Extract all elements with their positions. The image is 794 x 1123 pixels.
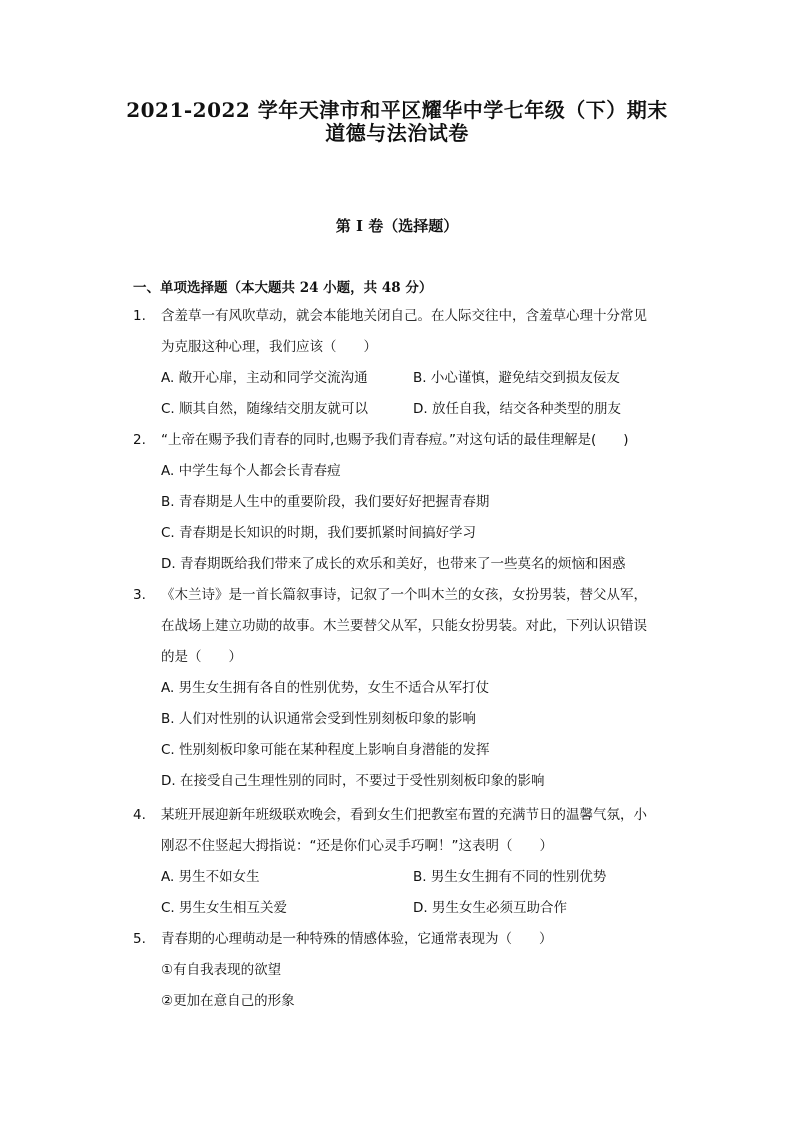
option-d: D. 男生女生必须互助合作 [413,900,567,916]
statement-item: ①有自我表现的欲望 [161,962,282,978]
option-b: B. 小心谨慎，避免结交到损友佞友 [413,370,620,386]
option-a: A. 敞开心扉，主动和同学交流沟通 [161,370,368,386]
option-c: C. 性别刻板印象可能在某种程度上影响自身潜能的发挥 [161,742,490,758]
question-stem: 含羞草一有风吹草动，就会本能地关闭自己。在人际交往中，含羞草心理十分常见 [161,308,647,324]
question-stem: 为克服这种心理，我们应该（ ） [161,339,377,355]
question-number: 2. [133,432,146,448]
question-stem: 青春期的心理萌动是一种特殊的情感体验，它通常表现为（ ） [161,931,553,947]
question-number: 3. [133,587,146,603]
option-b: B. 男生女生拥有不同的性别优势 [413,869,607,885]
option-d: D. 青春期既给我们带来了成长的欢乐和美好，也带来了一些莫名的烦恼和困惑 [161,556,626,572]
option-a: A. 中学生每个人都会长青春痘 [161,463,341,479]
option-a: A. 男生不如女生 [161,869,260,885]
question-stem: 刚忍不住竖起大拇指说：“还是你们心灵手巧啊！”这表明（ ） [161,838,553,854]
statement-item: ②更加在意自己的形象 [161,993,295,1009]
question-stem: 某班开展迎新年班级联欢晚会，看到女生们把教室布置的充满节日的温馨气氛，小 [161,807,647,823]
option-d: D. 放任自我，结交各种类型的朋友 [413,401,621,417]
question-number: 1. [133,308,146,324]
document-title-line2: 道德与法治试卷 [325,121,469,145]
option-b: B. 人们对性别的认识通常会受到性别刻板印象的影响 [161,711,476,727]
option-c: C. 顺其自然，随缘结交朋友就可以 [161,401,369,417]
question-number: 5. [133,931,146,947]
option-b: B. 青春期是人生中的重要阶段，我们要好好把握青春期 [161,494,490,510]
question-stem: 的是（ ） [161,649,242,665]
question-stem: 在战场上建立功勋的故事。木兰要替父从军，只能女扮男装。对此，下列认识错误 [161,618,647,634]
document-title-line1: 2021-2022 学年天津市和平区耀华中学七年级（下）期末 [126,98,668,122]
section-heading: 一、单项选择题（本大题共 24 小题，共 48 分） [133,280,433,296]
option-c: C. 青春期是长知识的时期，我们要抓紧时间搞好学习 [161,525,477,541]
option-d: D. 在接受自己生理性别的同时，不要过于受性别刻板印象的影响 [161,773,545,789]
question-stem: “上帝在赐予我们青春的同时,也赐予我们青春痘。”对这句话的最佳理解是( ) [161,432,629,448]
volume-heading: 第 I 卷（选择题） [335,217,459,235]
option-a: A. 男生女生拥有各自的性别优势，女生不适合从军打仗 [161,680,490,696]
option-c: C. 男生女生相互关爱 [161,900,288,916]
question-number: 4. [133,807,146,823]
question-stem: 《木兰诗》是一首长篇叙事诗，记叙了一个叫木兰的女孩，女扮男装，替父从军， [161,587,647,603]
